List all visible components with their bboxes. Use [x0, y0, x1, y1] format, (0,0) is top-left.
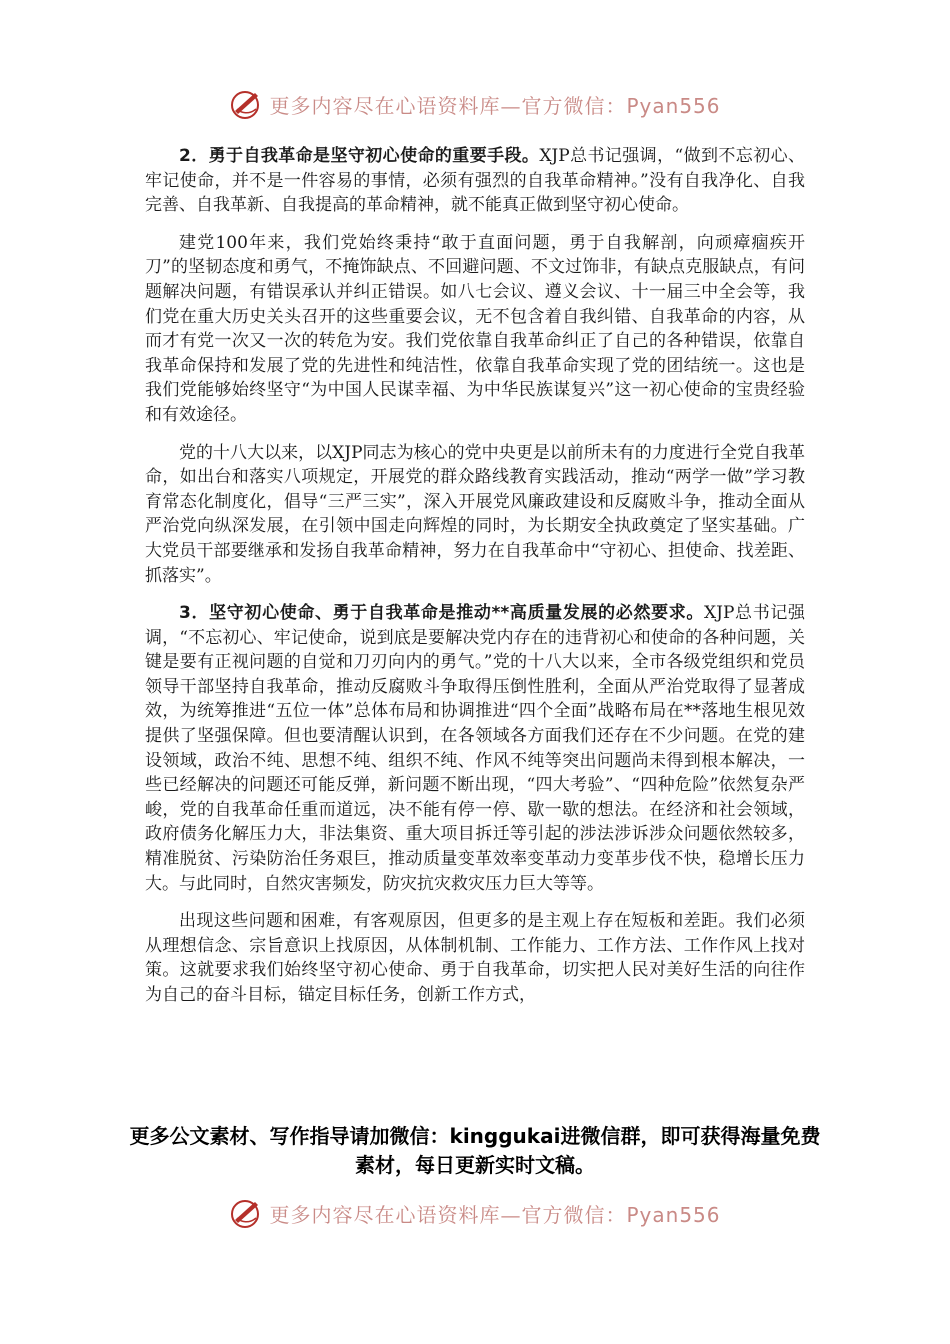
watermark-text: 更多内容尽在心语资料库—官方微信：Pyan556	[269, 1202, 721, 1227]
header-watermark	[0, 84, 950, 124]
pen-logo-icon	[229, 87, 263, 121]
paragraph-5-text: 出现这些问题和困难，有客观原因，但更多的是主观上存在短板和差距。我们必须从理想信念、宗旨意识上找原因，从体制机制、工作能力、工作方法、工作作风上找对策。这就要求我们始终坚守初心使命、勇于自我革命，切实把人民对美好生活的向往作为自己的奋斗目标，锚定目标任务，创新工作方式，	[145, 911, 805, 1005]
paragraph-1-text: XJP总书记强调，“做到不忘初心、牢记使命，并不是一件容易的事情，必须有强烈的自我革命精神。”没有自我净化、自我完善、自我革新、自我提高的革命精神，就不能真正做到坚守初心使命。	[145, 146, 806, 216]
paragraph-3	[145, 441, 805, 589]
paragraph-1	[145, 144, 805, 218]
paragraph-5	[145, 909, 805, 1007]
promo-banner: 更多公文素材、写作指导请加微信：kinggukai进微信群，即可获得海量免费素材，每日更新实时文稿。	[129, 1124, 821, 1177]
pen-logo-icon	[229, 1196, 263, 1230]
document-body	[145, 144, 805, 1021]
paragraph-2-text: 建党100年来，我们党始终秉持“敢于直面问题，勇于自我解剖，向顽瘴痼疾开刀”的坚韧态度和勇气，不掩饰缺点、不回避问题、不文过饰非，有缺点克服缺点，有问题解决问题，有错误承认并纠正错误。如八七会议、遵义会议、十一届三中全会等，我们党在重大历史关头召开的这些重要会议，无不包含着自我纠错、自我革命的内容，从而才有党一次又一次的转危为安。我们党依靠自我革命纠正了自己的各种错误，依靠自我革命保持和发展了党的先进性和纯洁性，依靠自我革命实现了党的团结统一。这也是我们党能够始终坚守“为中国人民谋幸福、为中华民族谋复兴”这一初心使命的宝贵经验和有效途径。	[145, 232, 805, 425]
paragraph-4	[145, 601, 805, 896]
paragraph-2	[145, 231, 805, 428]
paragraph-4-heading: 3．坚守初心使命、勇于自我革命是推动**高质量发展的必然要求。	[179, 603, 705, 624]
paragraph-4-text: XJP总书记强调，“不忘初心、牢记使命，说到底是要解决党内存在的违背初心和使命的各种问题，关键是要有正视问题的自觉和刀刃向内的勇气。”党的十八大以来，全市各级党组织和党员领导干部坚持自我革命，推动反腐败斗争取得压倒性胜利，全面从严治党取得了显著成效，为统筹推进“五位一体”总体布局和协调推进“四个全面”战略布局在**落地生根见效提供了坚强保障。但也要清醒认识到，在各领域各方面我们还存在不少问题。在党的建设领域，政治不纯、思想不纯、组织不纯、作风不纯等突出问题尚未得到根本解决，一些已经解决的问题还可能反弹，新问题不断出现，“四大考验”、“四种危险”依然复杂严峻，党的自我革命任重而道远，决不能有停一停、歇一歇的想法。在经济和社会领域，政府债务化解压力大，非法集资、重大项目拆迁等引起的涉法涉诉涉众问题依然较多，精准脱贫、污染防治任务艰巨，推动质量变革效率变革动力变革步伐不快，稳增长压力大。与此同时，自然灾害频发，防灾抗灾救灾压力巨大等等。	[145, 603, 805, 894]
watermark-text: 更多内容尽在心语资料库—官方微信：Pyan556	[269, 93, 721, 118]
paragraph-1-heading: 2．勇于自我革命是坚守初心使命的重要手段。	[179, 146, 540, 166]
footer-watermark	[0, 1193, 950, 1233]
paragraph-3-text: 党的十八大以来，以XJP同志为核心的党中央更是以前所未有的力度进行全党自我革命，如出台和落实八项规定，开展党的群众路线教育实践活动，推动“两学一做”学习教育常态化制度化，倡导“三严三实”，深入开展党风廉政建设和反腐败斗争，推动全面从严治党向纵深发展，在引领中国走向辉煌的同时，为长期安全执政奠定了坚实基础。广大党员干部要继承和发扬自我革命精神，努力在自我革命中“守初心、担使命、找差距、抓落实”。	[145, 442, 805, 586]
